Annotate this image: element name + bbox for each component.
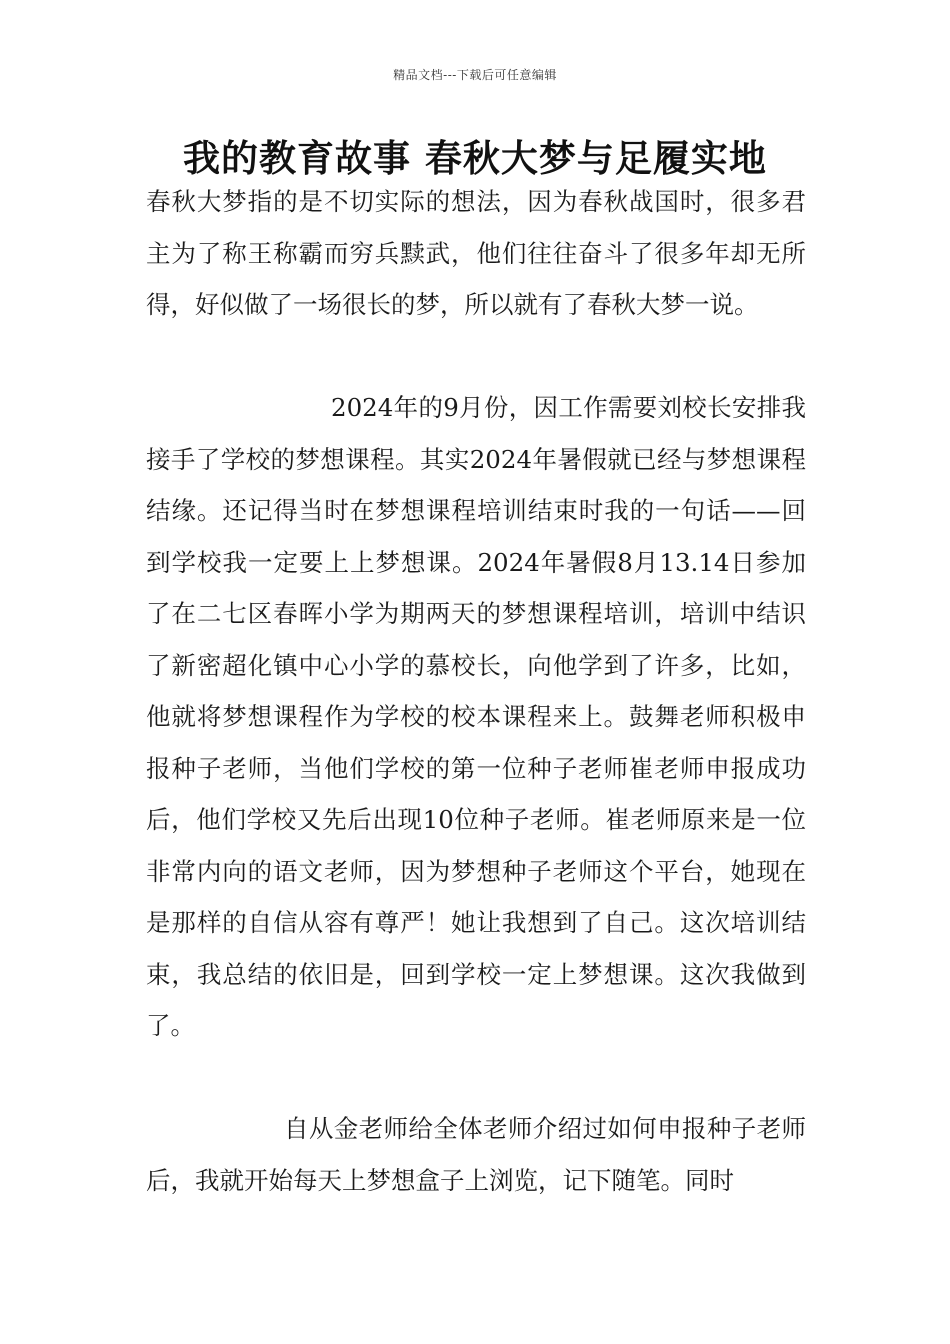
document-title: 我的教育故事 春秋大梦与足履实地 <box>183 137 767 180</box>
paragraph: 自从金老师给全体老师介绍过如何申报种子老师后，我就开始每天上梦想盒子上浏览，记下随笔。同时 <box>146 1114 806 1195</box>
document-body <box>146 176 806 1206</box>
paragraph: 春秋大梦指的是不切实际的想法，因为春秋战国时，很多君主为了称王称霸而穷兵黩武，他们往往奋斗了很多年却无所得，好似做了一场很长的梦，所以就有了春秋大梦一说。 <box>146 187 806 319</box>
document-header-note: 精品文档---下载后可任意编辑 <box>393 68 557 82</box>
paragraph: 2024年的9月份，因工作需要刘校长安排我接手了学校的梦想课程。其实2024年暑假就已经与梦想课程结缘。还记得当时在梦想课程培训结束时我的一句话——回到学校我一定要上上梦想课。2024年暑假8月13.14日参加了在二七区春晖小学为期两天的梦想课程培训，培训中结识了新密超化镇中心小学的慕校长，向他学到了许多，比如，他就将梦想课程作为学校的校本课程来上。鼓舞老师积极申报种子老师，当他们学校的第一位种子老师崔老师申报成功后，他们学校又先后出现10位种子老师。崔老师原来是一位非常内向的语文老师，因为梦想种子老师这个平台，她现在是那样的自信从容有尊严！她让我想到了自己。这次培训结束，我总结的依旧是，回到学校一定上梦想课。这次我做到了。 <box>146 393 806 1040</box>
